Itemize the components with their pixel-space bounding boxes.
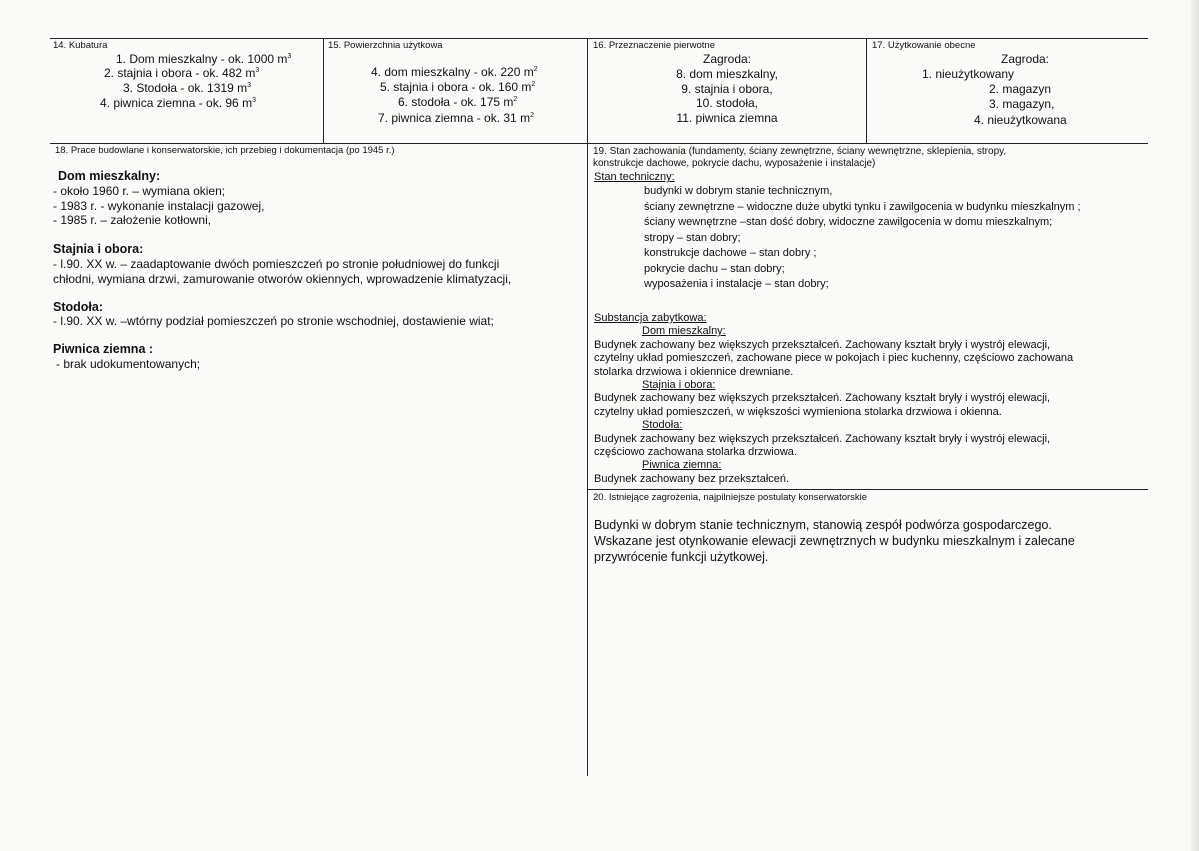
table-top-border [50,38,1148,39]
s20-content [594,517,1075,565]
col-divider-1 [323,38,324,143]
scan-edge [1191,0,1199,851]
s18-group-stajnia-title: Stajnia i obora: [53,242,144,257]
s18-group-dom-title: Dom mieszkalny: [58,169,161,183]
s20-line: przywrócenie funkcji użytkowej. [594,550,769,564]
s19-subst-stodola-title: Stodoła: [642,419,683,432]
s18-line: - l.90. XX w. –wtórny podział pomieszczeń po stronie wschodniej, dostawienie wiat; [53,314,494,329]
s15-item-1: 4. dom mieszkalny - ok. 220 $m^2$ [371,65,538,79]
s14-item-2: 2. stajnia i obora - ok. 482 $m^3$ [104,66,260,80]
s16-header: 16. Przeznaczenie pierwotne [593,40,715,51]
s17-title: Zagroda: [1000,52,1050,66]
s18-header: 18. Prace budowlane i konserwatorskie, ich przebieg i dokumentacja (po 1945 r.) [55,145,395,156]
row-divider-2 [587,489,1148,490]
s19-tech-line: pokrycie dachu – stan dobry; [644,262,785,275]
s19-tech-line: konstrukcje dachowe – stan dobry ; [644,247,817,260]
s19-subst-line: stolarka drzwiowa i okiennice drewniane. [594,365,794,378]
s14-item-3: 3. Stodoła - ok. 1319 $m^3$ [123,81,251,95]
s16-item-2: 9. stajnia i obora, [681,81,773,96]
s16-title: Zagroda: [702,52,752,66]
s15-item-2: 5. stajnia i obora - ok. 160 $m^2$ [380,80,536,94]
s20-line: Wskazane jest otynkowanie elewacji zewnętrznych w budynku mieszkalnym i zalecane [594,534,1075,548]
s19-subst-stajnia-title: Stajnia i obora: [642,378,716,391]
s18-group-piwnica-title: Piwnica ziemna : [53,342,154,357]
s18-line: - 1983 r. - wykonanie instalacji gazowej, [53,198,265,213]
s20-line: Budynki w dobrym stanie technicznym, stanowią zespół podwórza gospodarczego. [594,518,1052,532]
s16-content [588,52,866,126]
s17-item-3: 3. magazyn, [989,97,1055,111]
s14-header: 14. Kubatura [53,40,108,51]
s16-item-4: 11. piwnica ziemna [676,111,778,126]
row-divider-1 [50,143,1148,144]
s17-item-4: 4. nieużytkowana [974,113,1067,127]
s14-item-4: 4. piwnica ziemna - ok. 96 $m^3$ [100,96,256,110]
s18-content [53,169,511,372]
s19-header-line-2: konstrukcje dachowe, pokrycie dachu, wyposażenie i instalacje) [593,157,876,169]
s18-line: - 1985 r. – założenie kotłowni, [53,213,212,228]
s19-tech-line: ściany wewnętrzne –stan dość dobry, widoczne zawilgocenia w domu mieszkalnym; [644,216,1053,229]
s19-tech-lines [644,184,1081,293]
s19-subst-line: Budynek zachowany bez przekształceń. [594,472,790,485]
col-divider-3 [866,38,867,143]
s18-group-stodola-title: Stodoła: [53,299,103,314]
s19-header [593,146,1006,169]
s14-item-1: 1. Dom mieszkalny - ok. 1000 $m^3$ [116,52,292,66]
s18-line: - l.90. XX w. – zaadaptowanie dwóch pomieszczeń po stronie południowej do funkcji [53,256,500,271]
s19-subst-line: częściowo zachowana stolarka drzwiowa. [594,445,797,458]
s19-tech-line: wyposażenia i instalacje – stan dobry; [644,278,829,291]
s19-subst-title: Substancja zabytkowa: [594,311,707,324]
s19-subst-line: czytelny układ pomieszczeń, w większości wymieniona stolarka drzwiowa i okienna. [594,405,1002,418]
s20-header: 20. Istniejące zagrożenia, najpilniejsze postulaty konserwatorskie [593,492,868,503]
s19-tech-title: Stan techniczny: [594,171,675,183]
s17-item-1: 1. nieużytkowany [922,67,1015,81]
s19-subst-line: Budynek zachowany bez większych przekształceń. Zachowany kształt bryły i wystrój elewacji, [594,432,1051,445]
s16-item-3: 10. stodoła, [695,96,759,111]
s17-item-2: 2. magazyn [989,82,1052,96]
s19-content [594,171,1081,486]
s17-header: 17. Użytkowanie obecne [872,40,976,51]
s15-item-3: 6. stodoła - ok. 175 $m^2$ [398,95,518,109]
s18-line: - około 1960 r. – wymiana okien; [53,183,226,198]
s19-subst-line: czytelny układ pomieszczeń, zachowane piece w pokojach i piec kuchenny, częściowo zachowana [594,352,1074,365]
s15-item-4: 7. piwnica ziemna - ok. 31 $m^2$ [378,111,534,125]
col-divider-2 [587,38,588,776]
s19-tech-line: budynki w dobrym stanie technicznym, [644,185,833,198]
s18-line: chłodni, wymiana drzwi, zamurowanie otworów okiennych, wprowadzenie klimatyzacji, [53,271,512,286]
s15-header: 15. Powierzchnia użytkowa [328,40,443,51]
s19-subst-dom-title: Dom mieszkalny: [642,325,726,338]
s19-subst-line: Budynek zachowany bez większych przekształceń. Zachowany kształt bryły i wystrój elewacji, [594,392,1051,405]
s19-subst-piwnica-title: Piwnica ziemna: [642,459,722,472]
s19-tech-line: ściany zewnętrzne – widoczne duże ubytki tynku i zawilgocenia w budynku mieszkalnym ; [644,200,1081,213]
s19-tech-line: stropy – stan dobry; [644,231,741,244]
s19-header-line-1: 19. Stan zachowania (fundamenty, ściany zewnętrzne, ściany wewnętrzne, sklepienia, stropy, [593,146,1007,157]
s18-line: - brak udokumentowanych; [56,356,201,371]
s19-subst-line: Budynek zachowany bez większych przekształceń. Zachowany kształt bryły i wystrój elewacji, [594,338,1051,351]
s16-item-1: 8. dom mieszkalny, [676,66,778,81]
